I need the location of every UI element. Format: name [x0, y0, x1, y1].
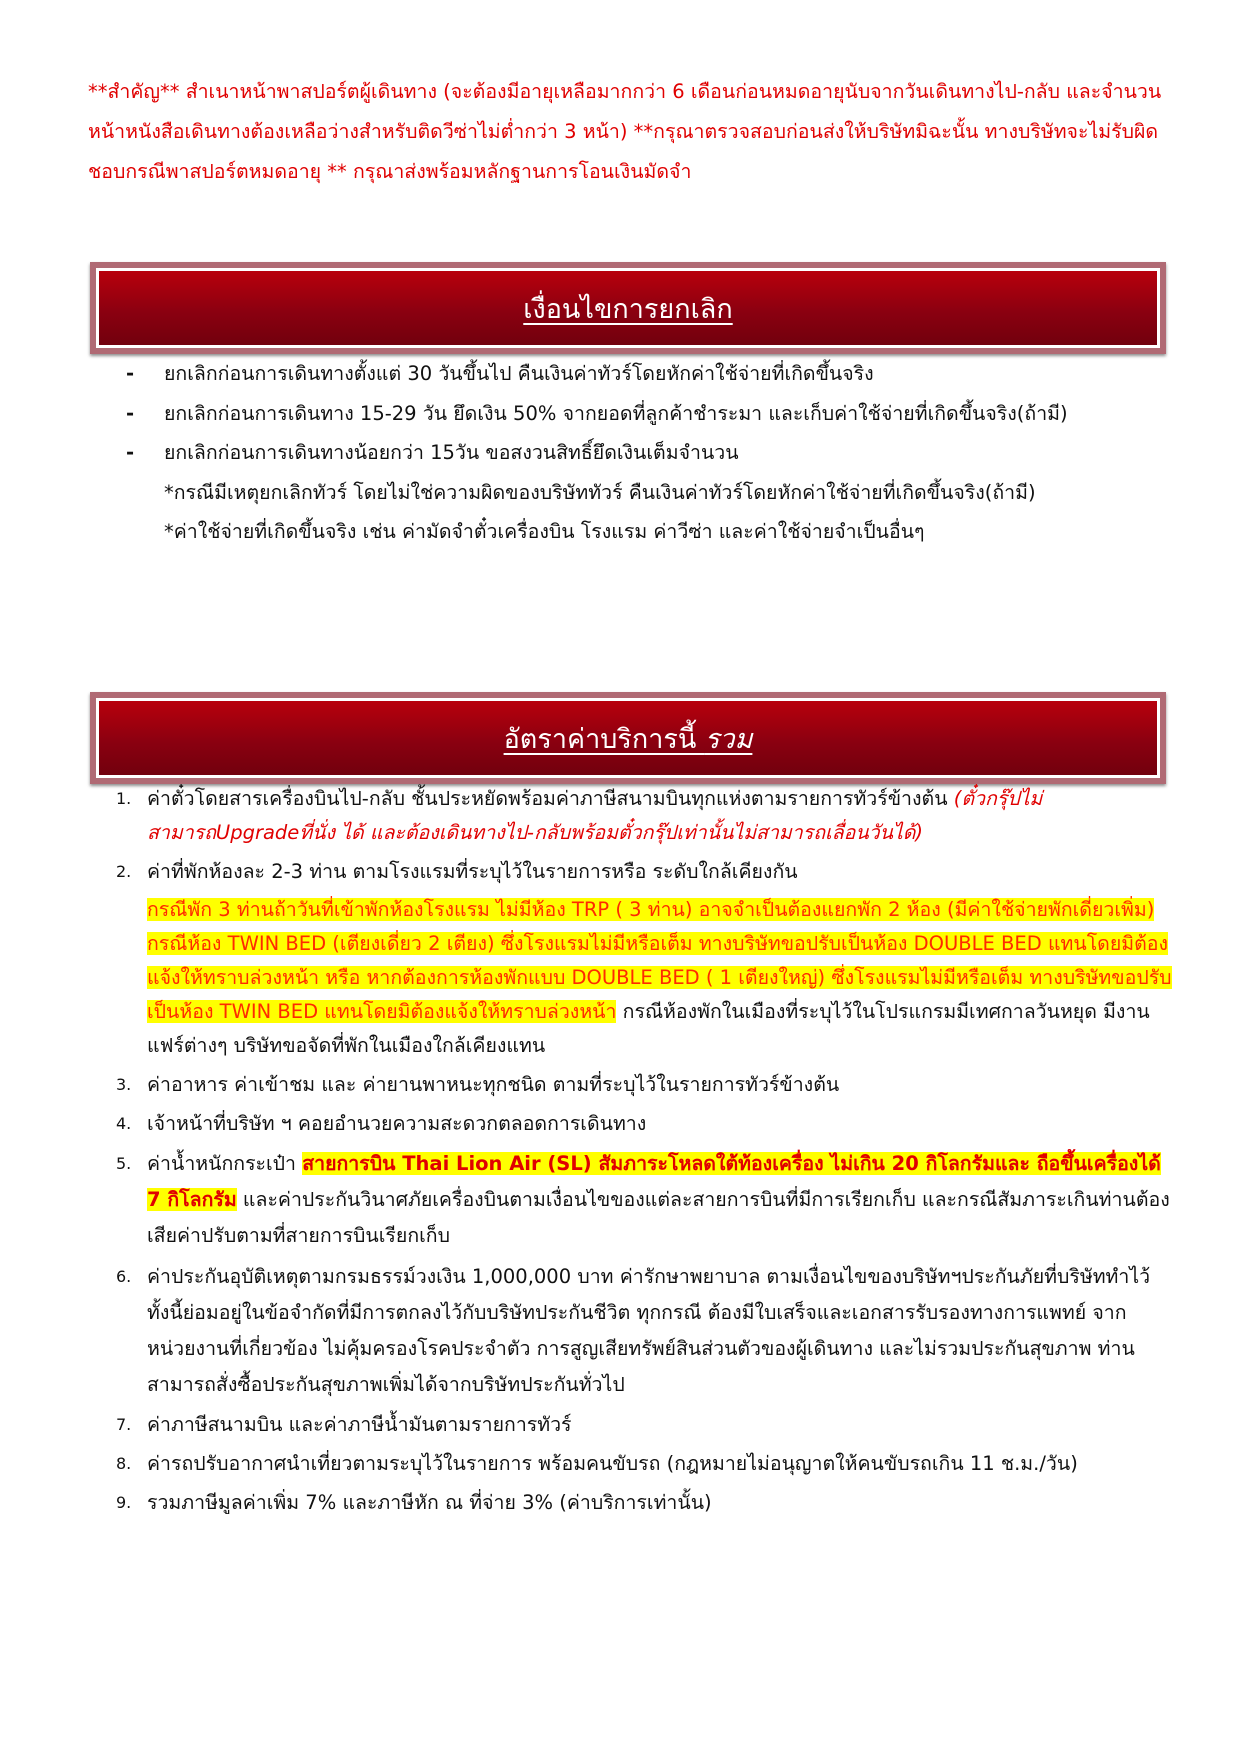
list-item: - ยกเลิกก่อนการเดินทางตั้งแต่ 30 วันขึ้นไป คืนเงินค่าทัวร์โดยหักค่าใช้จ่ายที่เกิดขึ้นจริง — [126, 354, 1166, 394]
included-title: อัตราค่าบริการนี้ รวม — [503, 723, 753, 755]
list-item: 2. ค่าที่พักห้องละ 2-3 ท่าน ตามโรงแรมที่ระบุไว้ในรายการหรือ ระดับใกล้เคียงกัน กรณีพัก 3 ท่านถ้าวันที่เข้าพักห้องโรงแรม ไม่มีห้อง TRP ( 3 ท่าน) อาจจำเป็นต้องแยกพัก 2 ห้อง (มีค่าใช้จ่ายพักเดี่ยวเพิ่ม) กรณีห้อง TWIN BED (เตียงเดี่ยว 2 เตียง) ซึ่งโรงแรมไม่มีหรือเต็ม ทางบริษัทขอปรับเป็นห้อง DOUBLE BED แทนโดยมิต้องแจ้งให้ทราบล่วงหน้า หรือ หากต้องการห้องพักแบบ DOUBLE BED ( 1 เตียงใหญ่) ซึ่งโรงแรมไม่มีหรือเต็ม ทางบริษัทขอปรับเป็นห้อง TWIN BED แทนโดยมิต้องแจ้งให้ทราบล่วงหน้า กรณีห้องพักในเมืองที่ระบุไว้ในโปรแกรมมีเทศกาลวันหยุด มีงานแฟร์ต่างๆ บริษัทขอจัดที่พักในเมืองใกล้เคียงแทน — [116, 860, 1172, 1057]
dash-bullet-icon: - — [126, 401, 135, 425]
included-list — [116, 782, 1172, 1525]
included-banner — [90, 692, 1166, 784]
ticket-note: (ตั๋วกรุ๊ปไม่สามารถUpgradeที่นั่ง ได้ และต้องเดินทางไป-กลับพร้อมตั๋วกรุ๊ปเท่านั้นไม่สามารถเลื่อนวันได้) — [147, 787, 1043, 844]
cancellation-note: *ค่าใช้จ่ายที่เกิดขึ้นจริง เช่น ค่ามัดจำตั๋วเครื่องบิน โรงแรม ค่าวีซ่า และค่าใช้จ่ายจำเป็นอื่นๆ — [164, 520, 925, 544]
list-item: 3. ค่าอาหาร ค่าเข้าชม และ ค่ายานพาหนะทุกชนิด ตามที่ระบุไว้ในรายการทัวร์ข้างต้น — [116, 1073, 840, 1096]
list-item: 6. ค่าประกันอุบัติเหตุตามกรมธรรม์วงเงิน 1,000,000 บาท ค่ารักษาพยาบาล ตามเงื่อนไขของบริษัทฯประกันภัยที่บริษัททำไว้ ทั้งนี้ย่อมอยู่ในข้อจำกัดที่มีการตกลงไว้กับบริษัทประกันชีวิต ทุกกรณี ต้องมีใบเสร็จและเอกสารรับรองทางการแพทย์ จากหน่วยงานที่เกี่ยวข้อง ไม่คุ้มครองโรคประจำตัว การสูญเสียทรัพย์สินส่วนตัวของผู้เดินทาง และไม่รวมประกันสุขภาพ ท่านสามารถสั่งซื้อประกันสุขภาพเพิ่มได้จากบริษัทประกันทั่วไป — [116, 1265, 1151, 1396]
list-item: 7. ค่าภาษีสนามบิน และค่าภาษีน้ำมันตามรายการทัวร์ — [116, 1413, 572, 1436]
cancellation-banner — [90, 262, 1166, 354]
baggage-highlight: สายการบิน Thai Lion Air (SL) สัมภาระโหลดใต้ท้องเครื่อง ไม่เกิน 20 กิโลกรัมและ ถือขึ้นเครื่องได้ 7 กิโลกรัม — [147, 1152, 1161, 1211]
list-item: 5. ค่าน้ำหนักกระเป๋า สายการบิน Thai Lion Air (SL) สัมภาระโหลดใต้ท้องเครื่อง ไม่เกิน 20 กิโลกรัมและ ถือขึ้นเครื่องได้ 7 กิโลกรัม และค่าประกันวินาศภัยเครื่องบินตามเงื่อนไขของแต่ละสายการบินที่มีการเรียกเก็บ และกรณีสัมภาระเกินท่านต้องเสียค่าปรับตามที่สายการบินเรียกเก็บ — [116, 1152, 1170, 1247]
passport-notice: **สำคัญ** สำเนาหน้าพาสปอร์ตผู้เดินทาง (จะต้องมีอายุเหลือมากกว่า 6 เดือนก่อนหมดอายุนับจากวันเดินทางไป-กลับ และจำนวนหน้าหนังสือเดินทางต้องเหลือว่างสำหรับติดวีซ่าไม่ต่ำกว่า 3 หน้า) **กรุณาตรวจสอบก่อนส่งให้บริษัทมิฉะนั้น ทางบริษัทจะไม่รับผิดชอบกรณีพาสปอร์ตหมดอายุ ** กรุณาส่งพร้อมหลักฐานการโอนเงินมัดจำ — [88, 80, 1162, 183]
cancellation-note: *กรณีมีเหตุยกเลิกทัวร์ โดยไม่ใช่ความผิดของบริษัททัวร์ คืนเงินค่าทัวร์โดยหักค่าใช้จ่ายที่เกิดขึ้นจริง(ถ้ามี) — [164, 480, 1036, 504]
cancellation-title: เงื่อนไขการยกเลิก — [523, 293, 733, 325]
list-item: 4. เจ้าหน้าที่บริษัท ฯ คอยอำนวยความสะดวกตลอดการเดินทาง — [116, 1112, 647, 1135]
room-highlight: กรณีพัก 3 ท่านถ้าวันที่เข้าพักห้องโรงแรม ไม่มีห้อง TRP ( 3 ท่าน) อาจจำเป็นต้องแยกพัก 2 ห้อง (มีค่าใช้จ่ายพักเดี่ยวเพิ่ม) กรณีห้อง TWIN BED (เตียงเดี่ยว 2 เตียง) ซึ่งโรงแรมไม่มีหรือเต็ม ทางบริษัทขอปรับเป็นห้อง DOUBLE BED แทนโดยมิต้องแจ้งให้ทราบล่วงหน้า หรือ หากต้องการห้องพักแบบ DOUBLE BED ( 1 เตียงใหญ่) ซึ่งโรงแรมไม่มีหรือเต็ม ทางบริษัทขอปรับเป็นห้อง TWIN BED แทนโดยมิต้องแจ้งให้ทราบล่วงหน้า — [147, 898, 1172, 1023]
cancellation-list — [126, 354, 1166, 552]
list-item: 9. รวมภาษีมูลค่าเพิ่ม 7% และภาษีหัก ณ ที่จ่าย 3% (ค่าบริการเท่านั้น) — [116, 1491, 712, 1514]
list-item: 1. ค่าตั๋วโดยสารเครื่องบินไป-กลับ ชั้นประหยัดพร้อมค่าภาษีสนามบินทุกแห่งตามรายการทัวร์ข้างต้น (ตั๋วกรุ๊ปไม่สามารถUpgradeที่นั่ง ได้ และต้องเดินทางไป-กลับพร้อมตั๋วกรุ๊ปเท่านั้นไม่สามารถเลื่อนวันได้) — [116, 787, 1043, 844]
list-item: 8. ค่ารถปรับอากาศนำเที่ยวตามระบุไว้ในรายการ พร้อมคนขับรถ (กฎหมายไม่อนุญาตให้คนขับรถเกิน 11 ช.ม./วัน) — [116, 1452, 1078, 1475]
list-item: - ยกเลิกก่อนการเดินทางน้อยกว่า 15วัน ขอสงวนสิทธิ์ยึดเงินเต็มจำนวน — [126, 433, 1166, 473]
list-item: - ยกเลิกก่อนการเดินทาง 15-29 วัน ยึดเงิน 50% จากยอดที่ลูกค้าชำระมา และเก็บค่าใช้จ่ายที่เกิดขึ้นจริง(ถ้ามี) — [126, 394, 1166, 434]
dash-bullet-icon: - — [126, 362, 135, 385]
dash-bullet-icon: - — [126, 441, 135, 465]
